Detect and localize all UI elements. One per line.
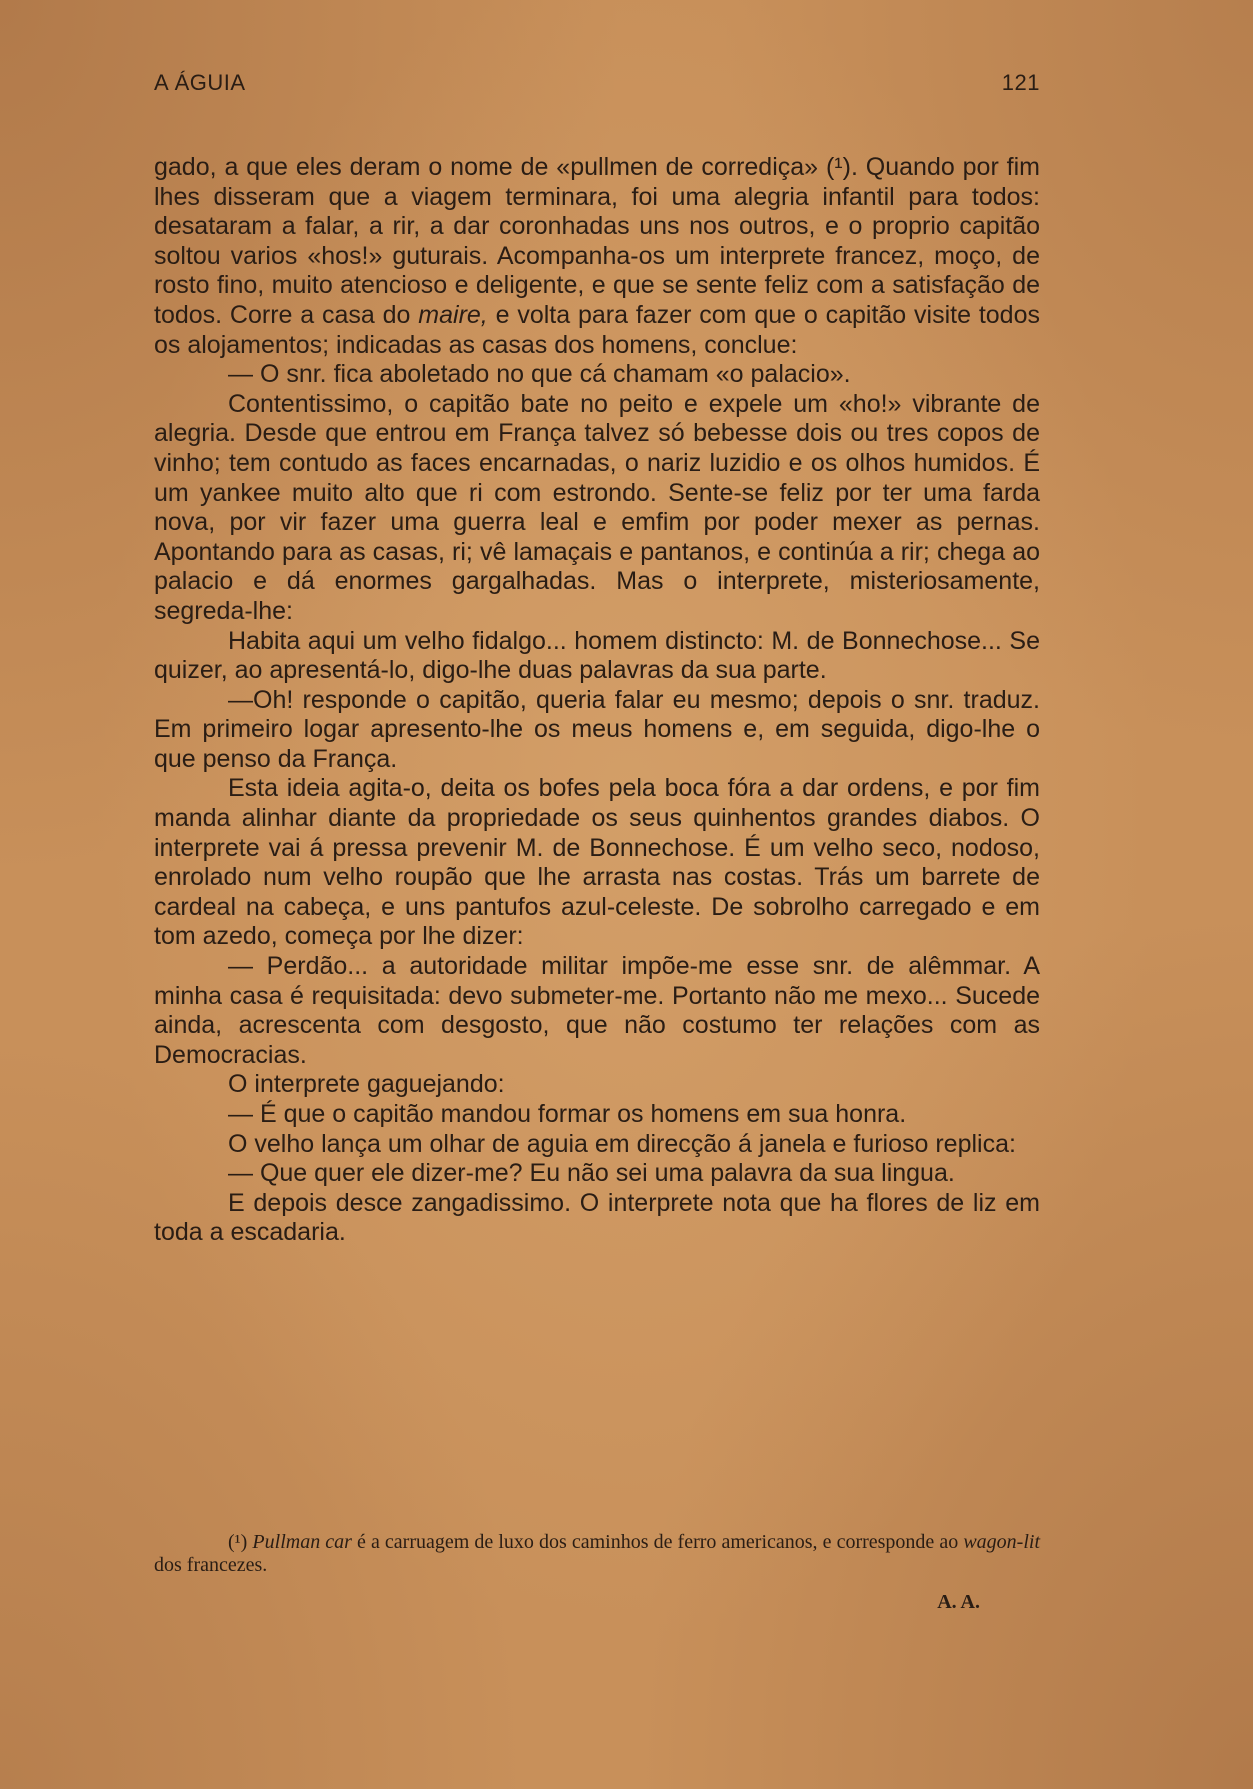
paragraph-1-text: gado, a que eles deram o nome de «pullmen de corrediça» (¹). Quando por fim lhes disseram que a viagem terminara, foi uma alegria infantil para todos: desataram a falar, a rir, a dar coronhadas uns nos outros, e o proprio capitão soltou varios «hos!» guturais. Acompanha-os um interprete francez, moço, de rosto fino, muito atencioso e deligente, e que se sente feliz com a satisfação de todos. Corre a casa do — [154, 153, 1040, 329]
paragraph-12: E depois desce zangadissimo. O interprete nota que ha flores de liz em toda a escadaria. — [154, 1188, 1040, 1247]
paragraph-6: Esta ideia agita-o, deita os bofes pela boca fóra a dar ordens, e por fim manda alinhar diante da propriedade os seus quinhentos grandes diabos. O interprete vai á pressa prevenir M. de Bonnechose. É um velho seco, nodoso, enrolado num velho roupão que lhe arrasta nas costas. Trás um barrete de cardeal na cabeça, e uns pantufos azul-celeste. De sobrolho carregado e em tom azedo, começa por lhe dizer: — [154, 774, 1040, 951]
paragraph-11: — Que quer ele dizer-me? Eu não sei uma palavra da sua lingua. — [228, 1159, 955, 1188]
paragraph-2: — O snr. fica aboletado no que cá chamam «o palacio». — [228, 360, 851, 389]
footnote-marker: (¹) — [228, 1531, 248, 1553]
footnote — [154, 1531, 1040, 1614]
paragraph-5: —Oh! responde o capitão, queria falar eu mesmo; depois o snr. traduz. Em primeiro logar apresento-lhe os meus homens e, em seguida, digo-lhe o que penso da França. — [154, 685, 1040, 773]
footnote-mid: é a carruagem de luxo dos caminhos de ferro americanos, e corresponde ao — [351, 1531, 964, 1553]
body-text — [154, 153, 1040, 1248]
page-number: 121 — [1001, 70, 1040, 95]
journal-title: A ÁGUIA — [154, 70, 246, 95]
paragraph-7: — Perdão... a autoridade militar impõe-me esse snr. de alêmmar. A minha casa é requisitada: devo submeter-me. Portanto não me mexo... Sucede ainda, acrescenta com desgosto, que não costumo ter relações com as Democracias. — [154, 952, 1040, 1069]
footnote-signature: A. A. — [937, 1591, 980, 1613]
paragraph-3: Contentissimo, o capitão bate no peito e expele um «ho!» vibrante de alegria. Desde que entrou em França talvez só bebesse dois ou tres copos de vinho; tem contudo as faces encarnadas, o nariz luzidio e os olhos humidos. É um yankee muito alto que ri com estrondo. Sente-se feliz por ter uma farda nova, por vir fazer uma guerra leal e emfim por poder mexer as pernas. Apontando para as casas, ri; vê lamaçais e pantanos, e continúa a rir; chega ao palacio e dá enormes gargalhadas. Mas o interprete, misteriosamente, segreda-lhe: — [154, 389, 1040, 625]
footnote-italic-2: wagon-lit — [963, 1531, 1041, 1553]
footnote-italic-1: Pullman car — [252, 1531, 352, 1553]
footnote-text — [154, 1531, 1040, 1577]
paragraph-4: Habita aqui um velho fidalgo... homem distincto: M. de Bonnechose... Se quizer, ao apresentá-lo, digo-lhe duas palavras da sua parte. — [154, 626, 1040, 685]
paragraph-1 — [154, 153, 1040, 360]
paragraph-1-tail: e volta para fazer com que o capitão visite todos os alojamentos; indicadas as casas dos homens, conclue: — [154, 300, 1040, 359]
running-head — [154, 70, 1040, 100]
paragraph-8: O interprete gaguejando: — [228, 1070, 505, 1099]
footnote-tail: dos francezes. — [154, 1554, 268, 1576]
paragraph-10: O velho lança um olhar de aguia em direcção á janela e furioso replica: — [228, 1129, 1016, 1158]
paragraph-9: — É que o capitão mandou formar os homens em sua honra. — [228, 1100, 907, 1128]
paragraph-1-italic: maire, — [418, 300, 488, 329]
